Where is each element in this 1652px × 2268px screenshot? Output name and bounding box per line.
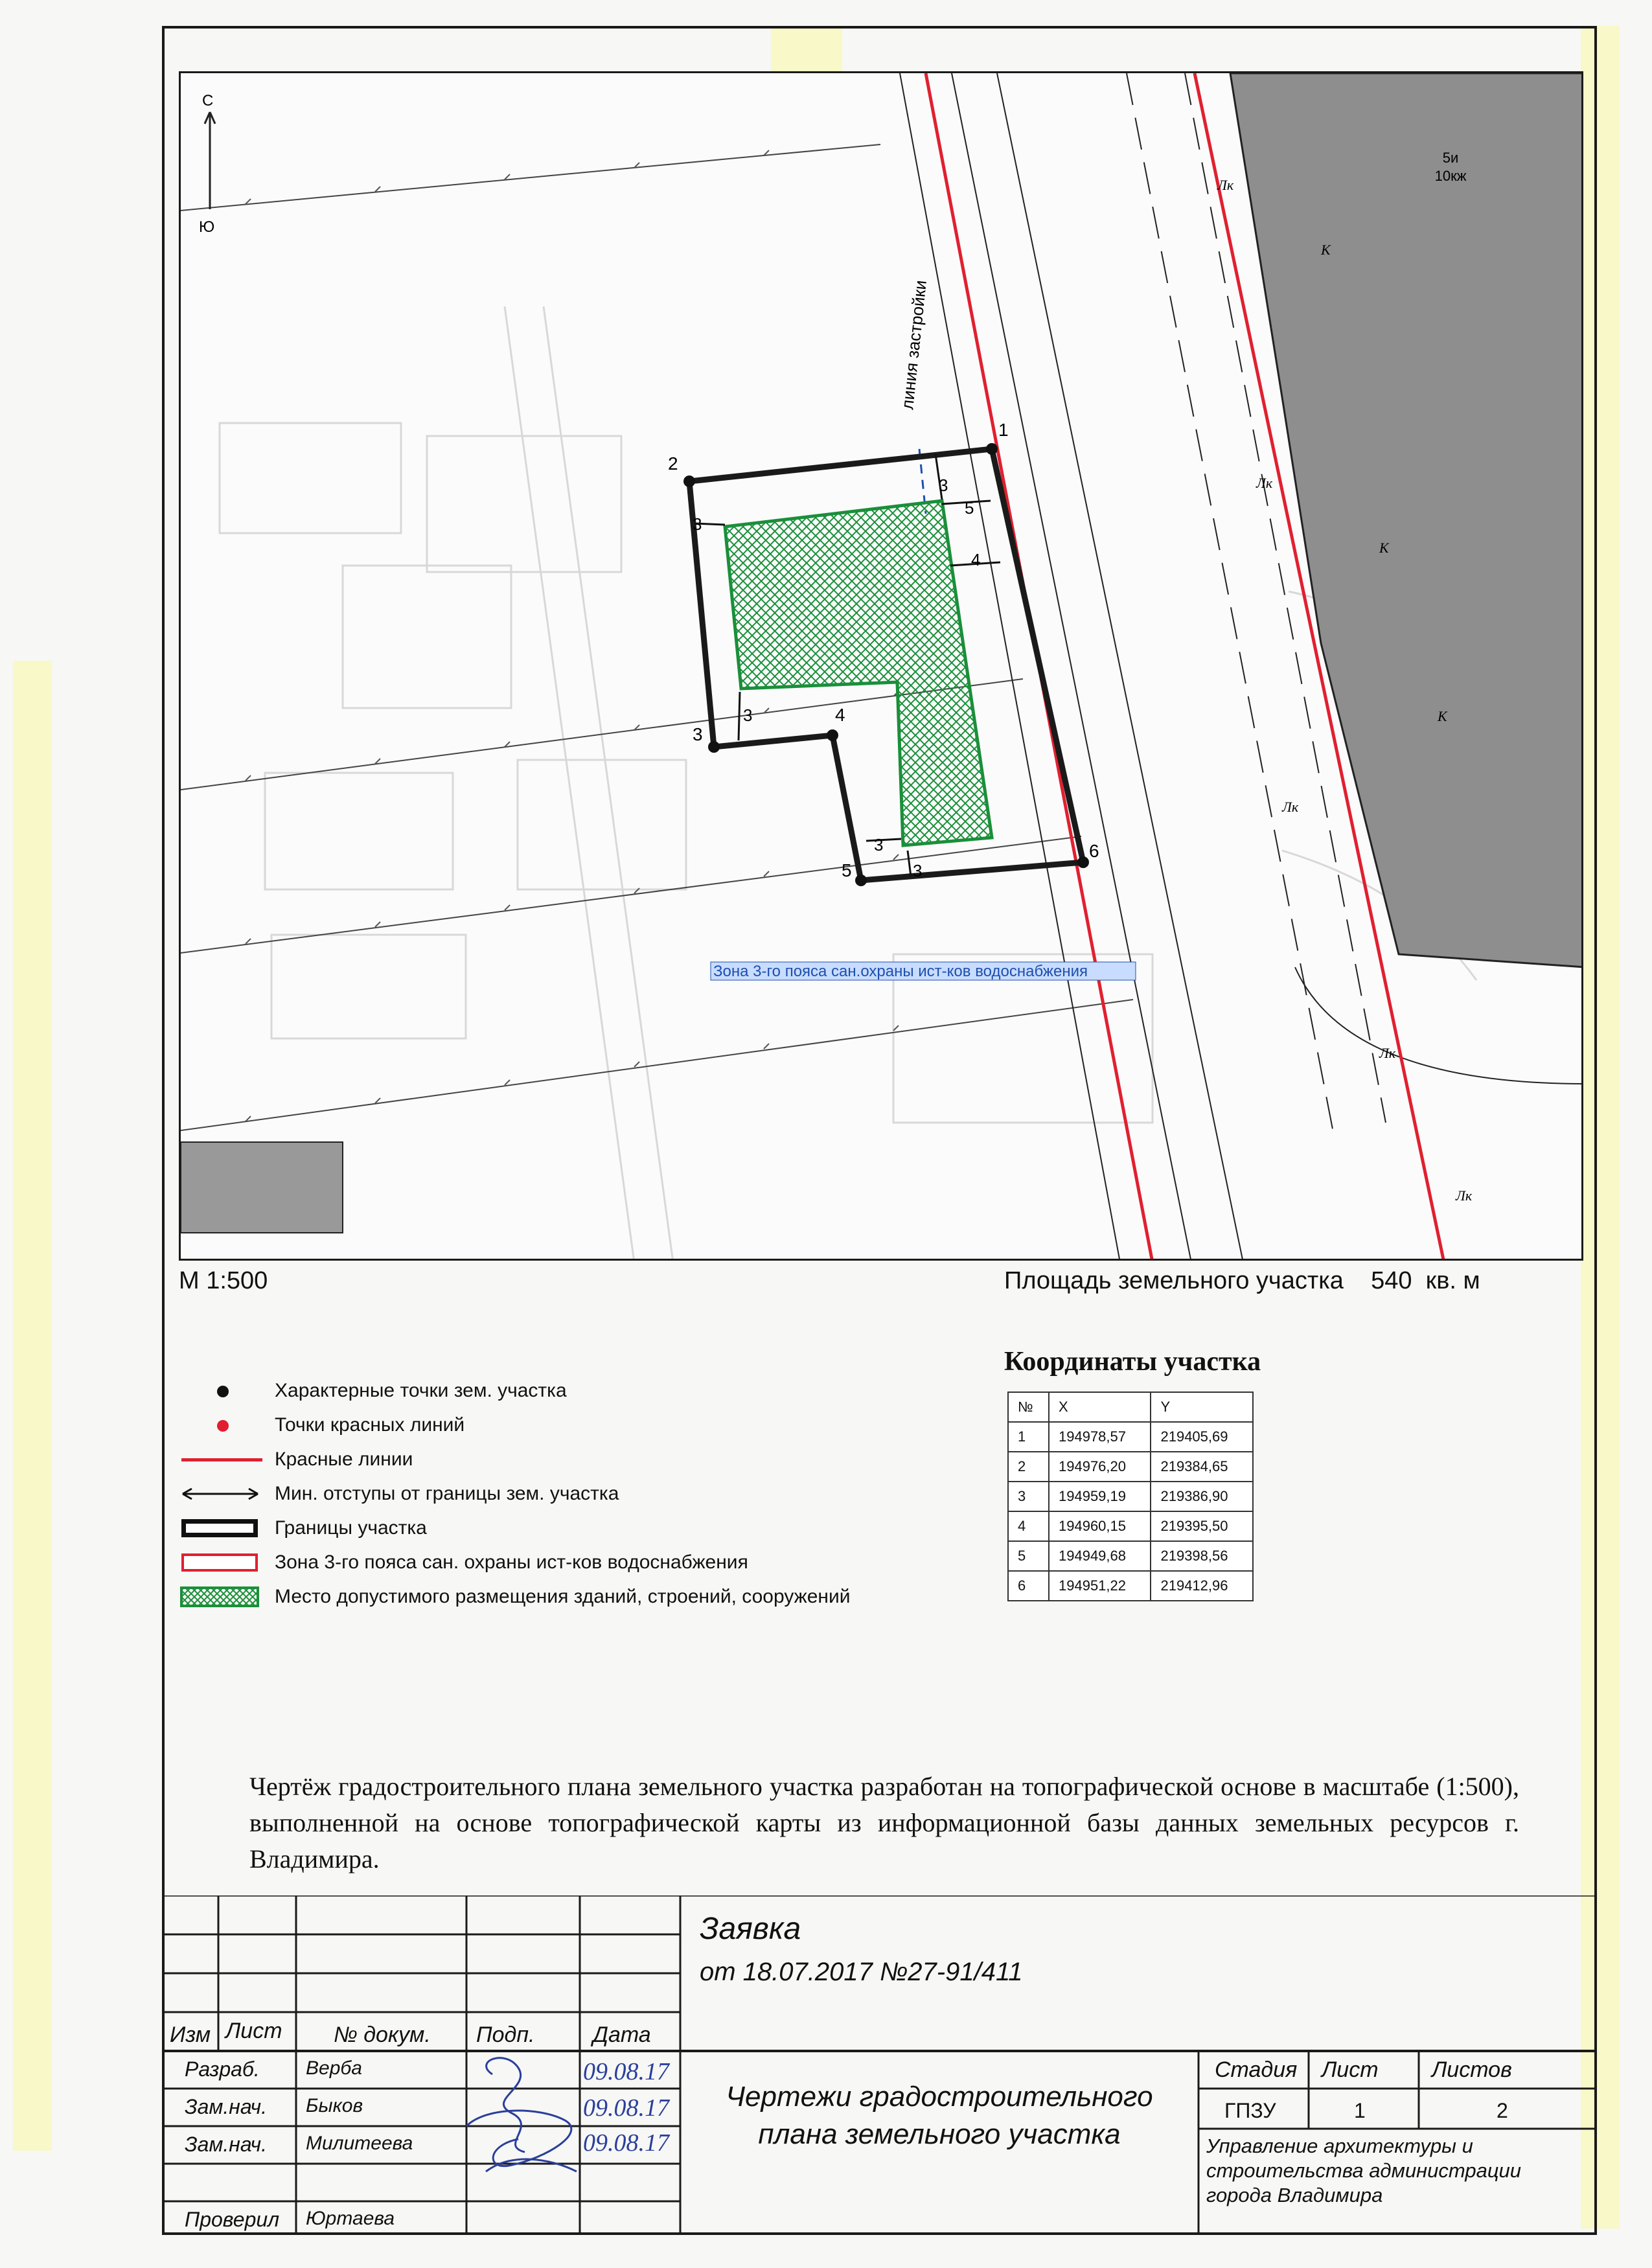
k-label: К: [1321, 242, 1331, 258]
point-label-3: 3: [693, 724, 703, 744]
building-floors: 5и: [1442, 150, 1459, 166]
zone-outline-icon: [181, 1553, 258, 1572]
lk-label: Лк: [1379, 1045, 1396, 1061]
point-label-5: 5: [842, 860, 852, 880]
black-dot-icon: [217, 1386, 229, 1397]
sign-date: 09.08.17: [583, 2094, 669, 2122]
legend-item: [175, 1373, 1004, 1408]
building-line-label: линия застройки: [897, 279, 930, 411]
scale-label: М 1:500: [179, 1267, 268, 1294]
coordinates-title: Координаты участка: [1004, 1347, 1261, 1377]
header-x: X: [1049, 1392, 1151, 1422]
legend-item: [175, 1476, 1004, 1511]
compass-south: Ю: [199, 218, 215, 236]
title-block: [162, 1896, 1597, 2235]
sheets-value: 2: [1497, 2099, 1508, 2122]
legend-text: Характерные точки зем. участка: [275, 1379, 567, 1401]
compass-north: С: [202, 92, 214, 109]
k-label: К: [1438, 708, 1447, 724]
lk-label: Лк: [1456, 1187, 1473, 1204]
sheets-header: Листов: [1432, 2057, 1512, 2082]
staff-name: Быков: [306, 2095, 363, 2116]
lk-label: Лк: [1256, 475, 1273, 491]
setback-label: 5: [965, 498, 974, 518]
table-row: 5 194949,68 219398,56: [1008, 1541, 1253, 1571]
coordinates-table: [1007, 1392, 1254, 1601]
staff-name: Милитеева: [306, 2133, 413, 2154]
legend-text: Точки красных линий: [275, 1414, 465, 1436]
header-no: №: [1008, 1392, 1049, 1422]
setback-label: 3: [913, 861, 923, 880]
table-row: 3 194959,19 219386,90: [1008, 1482, 1253, 1511]
table-row: 4 194960,15 219395,50: [1008, 1511, 1253, 1541]
table-row: 6 194951,22 219412,96: [1008, 1571, 1253, 1601]
setback-label: 3: [939, 475, 948, 495]
small-building: [181, 1142, 343, 1233]
point-label-2: 2: [668, 453, 678, 474]
legend-item: [175, 1408, 1004, 1442]
buildable-zone: [725, 501, 992, 845]
sheet-header: Лист: [1322, 2057, 1379, 2082]
legend-item: [175, 1511, 1004, 1545]
staff-role: Зам.нач.: [185, 2095, 267, 2118]
building-block: [1230, 73, 1583, 967]
col-header-date: Дата: [593, 2022, 651, 2047]
legend-text: Красные линии: [275, 1448, 413, 1470]
site-plan-drawing: [181, 73, 1583, 1261]
staff-role: Разраб.: [185, 2057, 260, 2081]
stage-header: Стадия: [1215, 2057, 1298, 2082]
request-number: от 18.07.2017 №27-91/411: [700, 1958, 1023, 1986]
legend-item: [175, 1579, 1004, 1614]
staff-name: Верба: [306, 2057, 362, 2079]
stage-value: ГПЗУ: [1224, 2099, 1276, 2122]
legend-text: Место допустимого размещения зданий, строений, сооружений: [275, 1585, 851, 1607]
col-header-doc: № докум.: [334, 2022, 431, 2047]
green-hatch-icon: [175, 1584, 266, 1610]
site-plan-map: [179, 71, 1583, 1261]
point-label-4: 4: [835, 705, 845, 725]
drawing-title: Чертежи градостроительного плана земельного участка: [726, 2081, 1153, 2150]
legend: [175, 1373, 1004, 1614]
boundary-icon: [181, 1519, 258, 1537]
sheet-value: 1: [1354, 2099, 1366, 2122]
legend-item: [175, 1545, 1004, 1579]
building-label: 10кж: [1434, 168, 1467, 184]
staff-role: Проверил: [185, 2208, 280, 2231]
setback-label: 3: [874, 835, 884, 854]
staff-name: Юртаева: [306, 2208, 395, 2229]
zone-label: Зона 3-го пояса сан.охраны ист-ков водоснабжения: [713, 963, 1088, 980]
sign-date: 09.08.17: [583, 2129, 669, 2157]
area-label: Площадь земельного участка 540 кв. м: [1004, 1267, 1480, 1294]
point-label-1: 1: [998, 420, 1009, 440]
setback-label: 3: [743, 705, 753, 725]
double-arrow-icon: [175, 1481, 266, 1507]
compass-icon: [205, 112, 215, 209]
legend-text: Мин. отступы от границы зем. участка: [275, 1482, 619, 1504]
setback-label: 3: [693, 514, 702, 534]
legend-text: Границы участка: [275, 1517, 427, 1539]
header-y: Y: [1151, 1392, 1253, 1422]
table-row: 1 194978,57 219405,69: [1008, 1422, 1253, 1452]
col-header-sign: Подп.: [476, 2022, 535, 2047]
red-dot-icon: [217, 1420, 229, 1432]
lk-label: Лк: [1217, 177, 1234, 193]
k-label: К: [1379, 540, 1389, 556]
sign-date: 09.08.17: [583, 2058, 669, 2085]
table-header-row: [1008, 1392, 1253, 1422]
fence-lines: [181, 144, 1133, 1130]
lk-label: Лк: [1282, 799, 1299, 815]
point-label-6: 6: [1089, 841, 1099, 861]
staff-role: Зам.нач.: [185, 2133, 267, 2156]
table-row: 2 194976,20 219384,65: [1008, 1452, 1253, 1482]
setback-label: 4: [971, 550, 981, 569]
legend-text: Зона 3-го пояса сан. охраны ист-ков водоснабжения: [275, 1551, 748, 1573]
col-header-izm: Изм: [170, 2022, 211, 2047]
drawing-note: Чертёж градостроительного плана земельного участка разработан на топографической основе в масштабе (1:500), выполненной на основе топографической карты из информационной базы данных земельных ресурсов г. Владимира.: [249, 1772, 1519, 1873]
request-title: Заявка: [700, 1912, 801, 1946]
legend-item: [175, 1442, 1004, 1476]
col-header-list: Лист: [225, 2019, 282, 2043]
organization-name: Управление архитектуры и строительства администрации города Владимира: [1206, 2135, 1522, 2206]
red-line-icon: [181, 1458, 262, 1461]
